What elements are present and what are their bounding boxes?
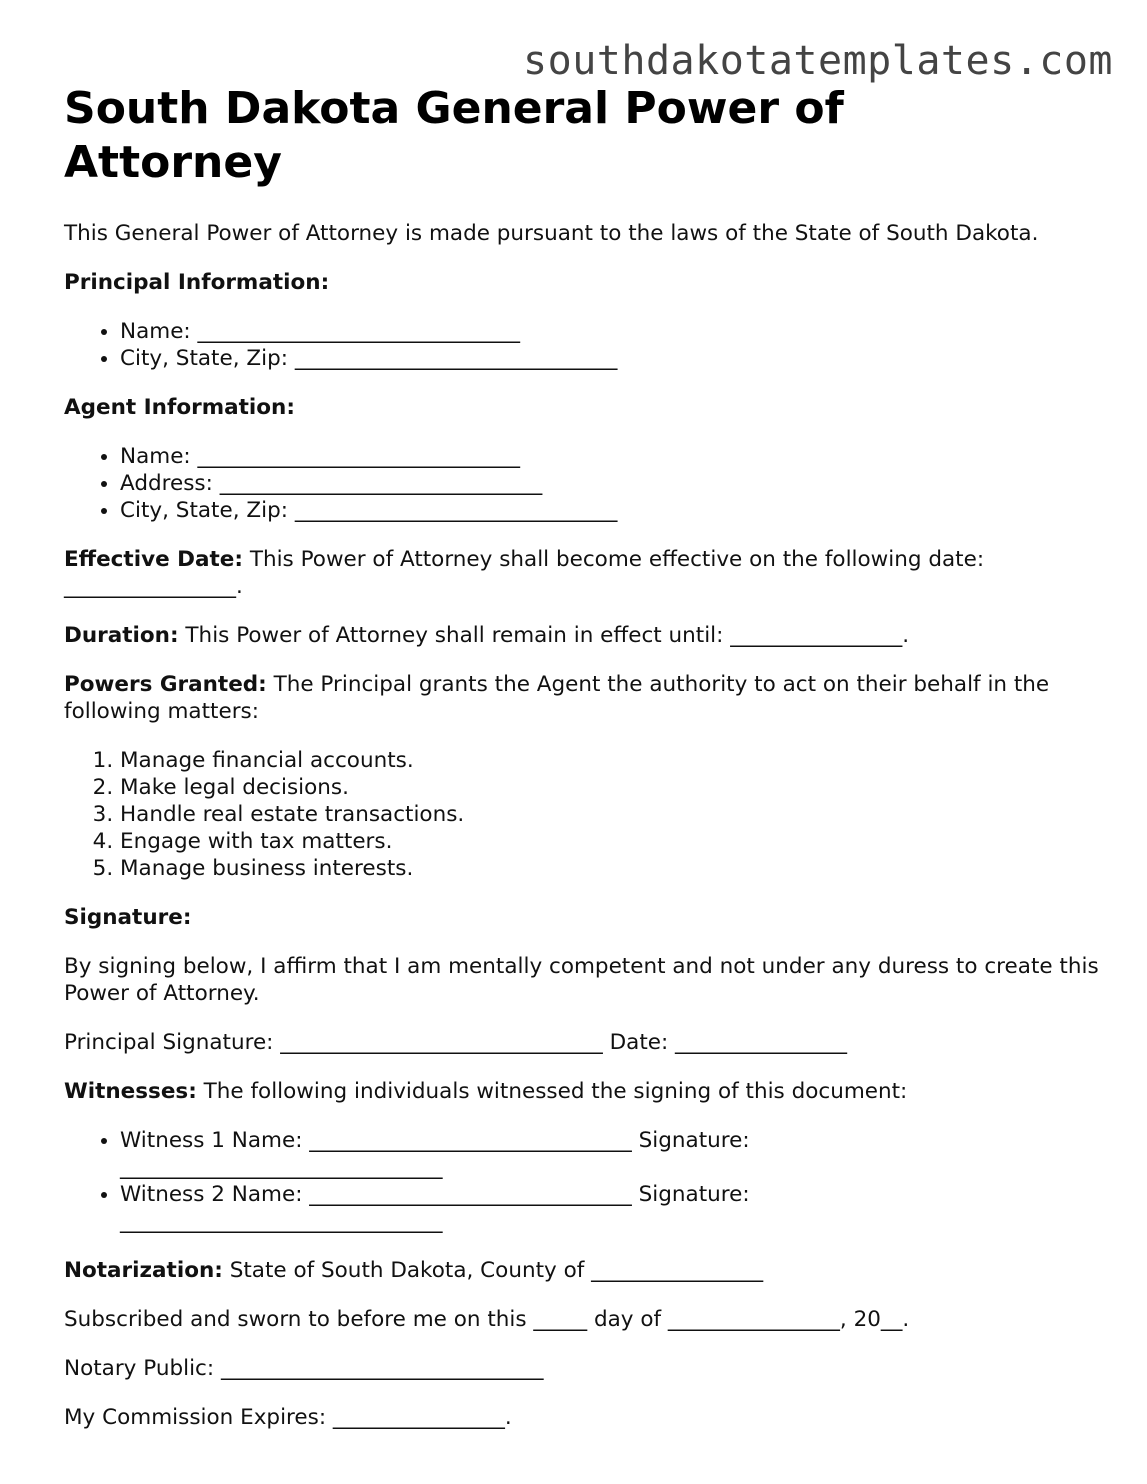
duration-paragraph	[64, 622, 1104, 649]
duration-label: Duration:	[64, 623, 179, 648]
notarization-paragraph	[64, 1257, 1104, 1284]
commission-expires-line: My Commission Expires: ________________.	[64, 1405, 512, 1430]
site-watermark: southdakotatemplates.com	[523, 38, 1113, 84]
power-item: 2. Make legal decisions.	[120, 774, 1104, 801]
powers-label: Powers Granted:	[64, 672, 267, 697]
witnesses-list	[64, 1127, 840, 1235]
intro-paragraph: This General Power of Attorney is made pursuant to the laws of the State of South Dakota.	[64, 221, 1039, 246]
notary-public-line: Notary Public: ______________________________	[64, 1356, 544, 1381]
sworn-line: Subscribed and sworn to before me on this _____ day of ________________, 20__.	[64, 1307, 910, 1332]
effective-date-label: Effective Date:	[64, 547, 243, 572]
power-item: 1. Manage financial accounts.	[120, 747, 1104, 774]
powers-list	[64, 747, 1104, 882]
witnesses-text: The following individuals witnessed the signing of this document:	[196, 1079, 908, 1104]
agent-city-field: • City, State, Zip: ______________________________	[120, 497, 1104, 524]
signature-heading: Signature:	[64, 905, 192, 930]
witnesses-label: Witnesses:	[64, 1079, 197, 1104]
signature-affirmation: By signing below, I affirm that I am mentally competent and not under any duress to create this Power of Attorney.	[64, 954, 1099, 1006]
agent-list	[64, 443, 1104, 524]
power-item: 3. Handle real estate transactions.	[120, 801, 1104, 828]
principal-signature-line: Principal Signature: ______________________________ Date: ________________	[64, 1030, 848, 1055]
effective-date-text: This Power of Attorney shall become effective on the following date: ________________.	[64, 547, 985, 599]
effective-date-paragraph	[64, 546, 1104, 600]
notarization-label: Notarization:	[64, 1258, 223, 1283]
principal-name-field: • Name: ______________________________	[120, 318, 1104, 345]
duration-text: This Power of Attorney shall remain in effect until: ________________.	[178, 623, 910, 648]
powers-text: The Principal grants the Agent the authority to act on their behalf in the following matters:	[64, 672, 1050, 724]
document-title: South Dakota General Power of Attorney	[64, 83, 844, 188]
witness-2-line: • Witness 2 Name: ______________________________ Signature: ______________________________	[120, 1181, 840, 1235]
witnesses-paragraph	[64, 1078, 1104, 1105]
agent-heading: Agent Information:	[64, 395, 295, 420]
agent-name-field: • Name: ______________________________	[120, 443, 1104, 470]
principal-city-field: • City, State, Zip: ______________________________	[120, 345, 1104, 372]
principal-heading: Principal Information:	[64, 270, 330, 295]
notarization-text: State of South Dakota, County of ________________	[222, 1258, 764, 1283]
power-item: 5. Manage business interests.	[120, 855, 1104, 882]
witness-1-line: • Witness 1 Name: ______________________________ Signature: ______________________________	[120, 1127, 840, 1181]
agent-address-field: • Address: ______________________________	[120, 470, 1104, 497]
document-body	[64, 82, 1104, 1453]
principal-list	[64, 318, 1104, 372]
power-item: 4. Engage with tax matters.	[120, 828, 1104, 855]
powers-paragraph	[64, 671, 1104, 725]
